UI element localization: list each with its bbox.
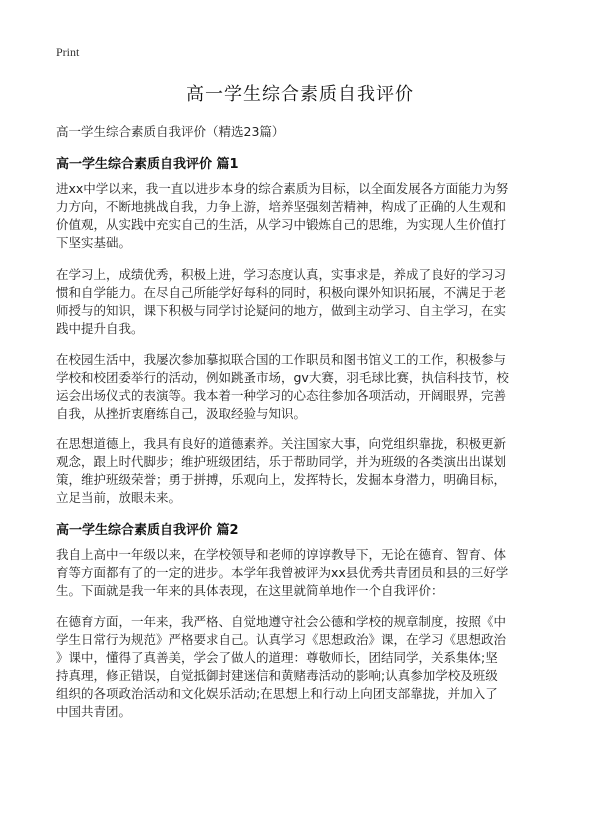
text-line: 进xx中学以来，我一直以进步本身的综合素质为目标，以全面发展各方面能力为努 — [56, 181, 509, 196]
text-line: 学生日常行为规范》严格要求自己。认真学习《思想政治》课，在学习《思想政治 — [56, 632, 507, 647]
text-line: 在学习上，成绩优秀，积极上进，学习态度认真，实事求是，养成了良好的学习习 — [56, 267, 507, 282]
text-line: 观念，跟上时代脚步；维护班级团结，乐于帮助同学，并为班级的各类演出出谋划 — [56, 454, 507, 469]
section-heading-1: 高一学生综合素质自我评价 篇1 — [56, 157, 239, 172]
text-line: 在德育方面，一年来，我严格、自觉地遵守社会公德和学校的规章制度，按照《中 — [56, 614, 507, 629]
paragraph — [56, 180, 550, 252]
text-line: 》课中，懂得了真善美，学会了做人的道理：尊敬师长，团结同学，关系集体;坚 — [56, 650, 498, 665]
text-line: 价值观，从实践中充实自己的生活，从学习中锻炼自己的思维，为实现人生价值打 — [56, 217, 507, 232]
page-title: 高一学生综合素质自我评价 — [186, 84, 414, 105]
text-line: 在校园生活中，我屡次参加摹拟联合国的工作职员和图书馆义工的工作，积极参与 — [56, 352, 507, 367]
text-line: 师授与的知识，课下积极与同学讨论疑问的地方，做到主动学习、自主学习，在实 — [56, 303, 507, 318]
text-line: 力方向，不断地挑战自我，力争上游，培养坚强刻苦精神，构成了正确的人生观和 — [56, 199, 507, 214]
text-line: 中国共青团。 — [56, 704, 132, 719]
text-line: 立足当前，放眼未来。 — [56, 490, 182, 505]
text-line: 自我，从挫折衷磨练自己，汲取经验与知识。 — [56, 406, 307, 421]
section-heading-2: 高一学生综合素质自我评价 篇2 — [56, 523, 239, 538]
paragraph — [56, 435, 550, 507]
paragraph — [56, 266, 550, 338]
text-line: 持真理，修正错误，自觉抵御封建迷信和黄赌毒活动的影响;认真参加学校及班级 — [56, 668, 498, 683]
paragraph — [56, 351, 550, 423]
document-subtitle: 高一学生综合素质自我评价（精选23篇） — [56, 124, 285, 139]
paragraph — [56, 546, 550, 600]
text-line: 下坚实基础。 — [56, 235, 132, 250]
paragraph — [56, 613, 550, 721]
text-line: 策，维护班级荣誉；勇于拼搏，乐观向上，发挥特长，发掘本身潜力，明确目标， — [56, 472, 507, 487]
print-link[interactable]: Print — [56, 45, 80, 59]
text-line: 惯和自学能力。在尽自己所能学好每科的同时，积极向课外知识拓展，不满足于老 — [56, 285, 507, 300]
text-line: 我自上高中一年级以来，在学校领导和老师的谆谆教导下，无论在德育、智育、体 — [56, 547, 507, 562]
text-line: 践中提升自我。 — [56, 321, 144, 336]
text-line: 组织的各项政治活动和文化娱乐活动;在思想上和行动上向团支部靠拢，并加入了 — [56, 686, 498, 701]
text-line: 学校和校团委举行的活动，例如跳蚤市场，gv大赛，羽毛球比赛，执信科技节，校 — [56, 370, 509, 385]
text-line: 育等方面都有了的一定的进步。本学年我曾被评为xx县优秀共青团员和县的三好学 — [56, 565, 509, 580]
text-line: 在思想道德上，我具有良好的道德素养。关注国家大事，向党组织靠拢，积极更新 — [56, 436, 507, 451]
text-line: 生。下面就是我一年来的具体表现，在这里就简单地作一个自我评价： — [56, 583, 444, 598]
text-line: 运会出场仪式的表演等。我本着一种学习的心态往参加各项活动，开阔眼界，完善 — [56, 388, 507, 403]
